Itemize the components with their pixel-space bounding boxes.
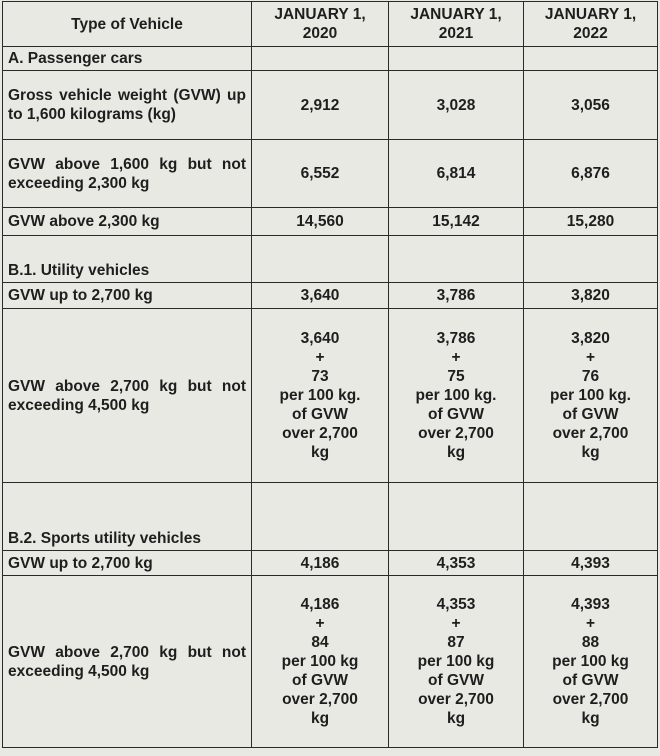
rate-value: 88: [581, 634, 600, 651]
rate-unit: over 2,700: [282, 425, 358, 442]
rate-unit: kg: [446, 710, 466, 727]
rate-value: 84: [311, 634, 329, 651]
plus-sign: +: [315, 349, 325, 366]
plus-sign: +: [585, 349, 596, 366]
vehicle-tax-table: [2, 1, 658, 748]
table-row: [3, 283, 658, 309]
rate-unit: over 2,700: [552, 691, 629, 708]
rate-unit: per 100 kg: [281, 653, 359, 670]
rate-unit: over 2,700: [282, 691, 358, 708]
header-year-2022: JANUARY 1, 2022: [524, 2, 658, 47]
cell-value: 3,056: [524, 71, 658, 140]
rate-unit: of GVW: [428, 672, 484, 689]
table-row: [3, 71, 658, 140]
cell-value: 3,786: [389, 283, 524, 309]
header-type-of-vehicle: Type of Vehicle: [3, 2, 252, 47]
rate-unit: of GVW: [562, 672, 619, 689]
cell-value: 4,186: [252, 551, 389, 576]
rate-unit: per 100 kg: [552, 653, 629, 670]
cell-value: 4,393: [524, 551, 658, 576]
rate-unit: over 2,700: [418, 425, 494, 442]
cell-value: 15,280: [524, 208, 658, 236]
cell-value: [252, 309, 389, 483]
row-label: GVW up to 2,700 kg: [3, 283, 252, 309]
header-year-2020: JANUARY 1, 2020: [252, 2, 389, 47]
cell-value: 3,640: [252, 283, 389, 309]
rate-unit: kg: [581, 444, 600, 461]
plus-sign: +: [451, 615, 461, 632]
section-row: [3, 236, 658, 283]
header-year-2021: JANUARY 1, 2021: [389, 2, 524, 47]
section-row: [3, 483, 658, 551]
row-label: GVW above 1,600 kg but not exceeding 2,300 kg: [3, 140, 252, 208]
rate-value: 76: [581, 368, 600, 385]
cell-value: 2,912: [252, 71, 389, 140]
table-row: [3, 208, 658, 236]
row-label: GVW above 2,700 kg but not exceeding 4,500 kg: [3, 576, 252, 748]
base-value: 3,820: [571, 330, 610, 347]
rate-value: 87: [447, 634, 465, 651]
section-passenger-cars: A. Passenger cars: [3, 47, 252, 71]
row-label: Gross vehicle weight (GVW) up to 1,600 kilograms (kg): [3, 71, 252, 140]
rate-unit: per 100 kg.: [279, 387, 361, 404]
base-value: 3,640: [300, 330, 340, 347]
cell-value: 14,560: [252, 208, 389, 236]
base-value: 4,186: [300, 596, 340, 613]
rate-unit: kg: [310, 710, 330, 727]
cell-value: 6,876: [524, 140, 658, 208]
row-label: GVW above 2,300 kg: [3, 208, 252, 236]
cell-value: [389, 576, 524, 748]
rate-unit: of GVW: [292, 672, 348, 689]
rate-unit: of GVW: [292, 406, 348, 423]
rate-unit: over 2,700: [552, 425, 629, 442]
rate-value: 75: [447, 368, 465, 385]
cell-value: [524, 309, 658, 483]
cell-value: 6,814: [389, 140, 524, 208]
rate-unit: kg: [310, 444, 330, 461]
base-value: 4,353: [436, 596, 476, 613]
section-sports-utility-vehicles: B.2. Sports utility vehicles: [3, 483, 252, 551]
row-label: GVW above 2,700 kg but not exceeding 4,500 kg: [3, 309, 252, 483]
cell-value: 3,820: [524, 283, 658, 309]
cell-value: 3,028: [389, 71, 524, 140]
rate-unit: per 100 kg: [417, 653, 495, 670]
rate-unit: of GVW: [562, 406, 619, 423]
rate-value: 73: [311, 368, 329, 385]
cell-value: [252, 576, 389, 748]
rate-unit: per 100 kg.: [415, 387, 497, 404]
rate-unit: over 2,700: [418, 691, 494, 708]
cell-value: [524, 576, 658, 748]
rate-unit: of GVW: [428, 406, 484, 423]
table-row: [3, 551, 658, 576]
plus-sign: +: [585, 615, 596, 632]
row-label: GVW up to 2,700 kg: [3, 551, 252, 576]
cell-value: 6,552: [252, 140, 389, 208]
cell-value: 15,142: [389, 208, 524, 236]
plus-sign: +: [315, 615, 325, 632]
section-utility-vehicles: B.1. Utility vehicles: [3, 236, 252, 283]
plus-sign: +: [451, 349, 461, 366]
rate-unit: kg: [581, 710, 600, 727]
table-row: [3, 576, 658, 748]
rate-unit: per 100 kg.: [550, 387, 631, 404]
table-row: [3, 140, 658, 208]
header-row: [3, 2, 658, 47]
table-row: [3, 309, 658, 483]
section-row: [3, 47, 658, 71]
cell-value: [389, 309, 524, 483]
cell-value: 4,353: [389, 551, 524, 576]
base-value: 3,786: [436, 330, 476, 347]
base-value: 4,393: [571, 596, 610, 613]
rate-unit: kg: [446, 444, 466, 461]
